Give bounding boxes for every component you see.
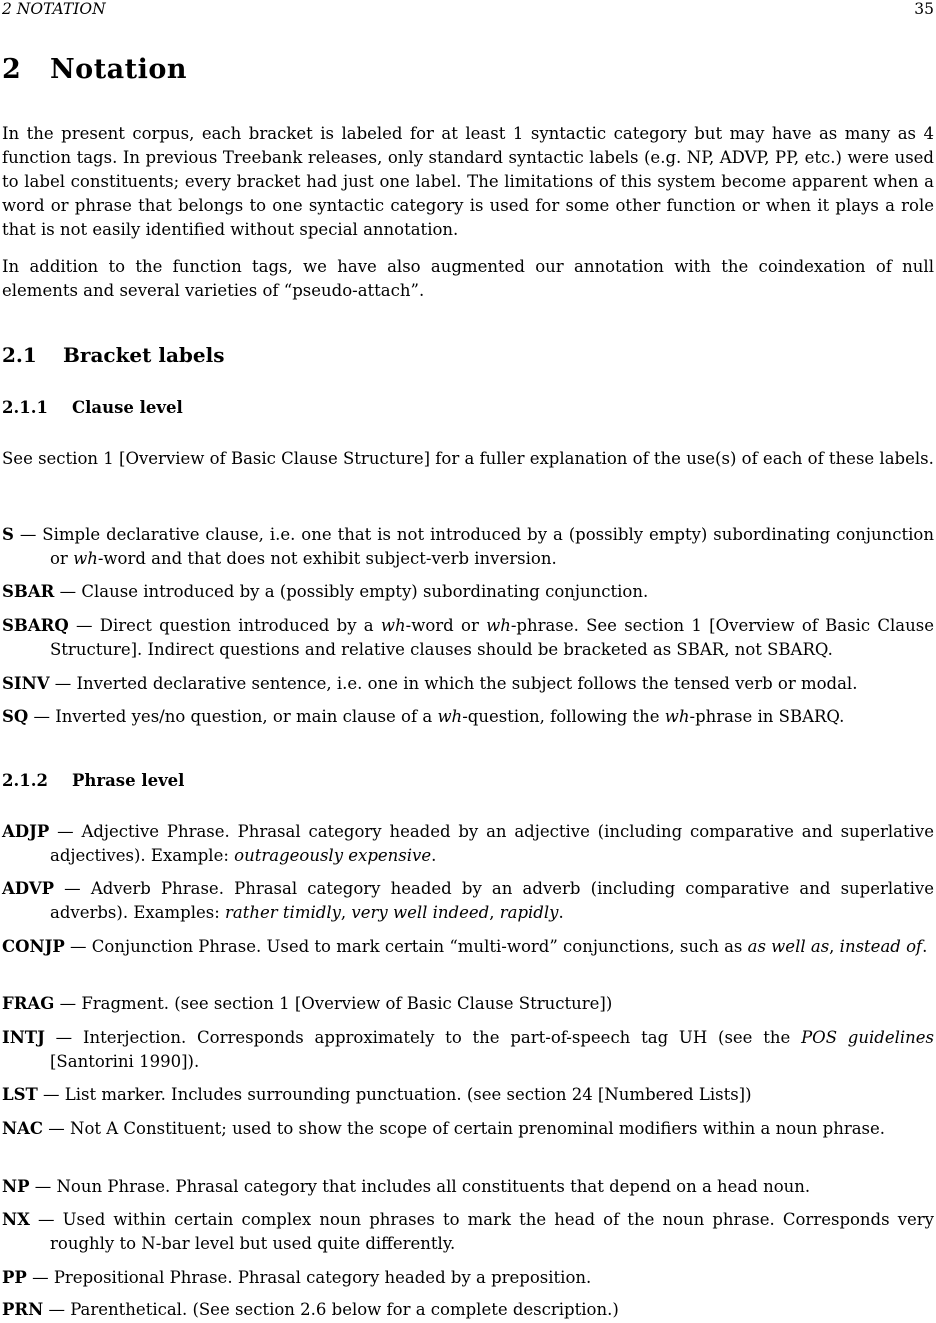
entry-example: instead of — [839, 937, 923, 956]
entry-prn — [2, 1298, 934, 1322]
entry-text: — Simple declarative clause, i.e. one that is not introduced by a (possibly empty) subordinating conjunction or — [13, 525, 934, 568]
entry-text: — Interjection. Corresponds approximately to the part-of-speech tag UH (see the — [44, 1028, 802, 1047]
entry-text: — Inverted declarative sentence, i.e. one in which the subject follows the tensed verb or modal. — [49, 674, 858, 693]
entry-text: . — [431, 846, 437, 865]
entry-italic: wh — [380, 616, 406, 635]
entry-np — [2, 1175, 934, 1199]
subsection-number: 2.1.2 — [2, 771, 48, 790]
entry-text: -phrase in SBARQ. — [689, 707, 845, 726]
entry-text: — Inverted yes/no question, or main clause of a — [28, 707, 438, 726]
entry-s — [2, 523, 934, 571]
entry-term: ADJP — [2, 822, 50, 841]
entry-text: [Santorini 1990]). — [50, 1052, 200, 1071]
entry-text: , — [340, 903, 352, 922]
entry-text: -phrase. See section 1 [Overview of Basic Clause Structure]. Indirect questions and relative clauses should be bracketed as SBAR, not SBARQ. — [50, 616, 935, 659]
clause-intro-paragraph: See section 1 [Overview of Basic Clause Structure] for a fuller explanation of the use(s) of each of these labels. — [2, 449, 934, 468]
entry-text: — Fragment. (see section 1 [Overview of Basic Clause Structure]) — [54, 994, 613, 1013]
entry-term: PP — [2, 1268, 27, 1287]
entry-term: SBAR — [2, 582, 55, 601]
entry-italic: wh — [73, 549, 98, 568]
entry-text: -question, following the — [462, 707, 665, 726]
entry-sq — [2, 705, 934, 729]
entry-example: as well as — [747, 937, 830, 956]
subsection-title: Phrase level — [72, 771, 185, 790]
entry-text: — Direct question introduced by a — [68, 616, 381, 635]
section-heading — [2, 343, 224, 367]
entry-text: . — [558, 903, 564, 922]
entry-nac — [2, 1117, 934, 1141]
entry-italic: wh — [437, 707, 463, 726]
entry-italic: wh — [664, 707, 690, 726]
section-title: Bracket labels — [63, 343, 225, 367]
entry-text: — Used within certain complex noun phrases to mark the head of the noun phrase. Corresponds very roughly to N-bar level but used quite differently. — [29, 1210, 934, 1253]
entry-term: CONJP — [2, 937, 65, 956]
entry-sbar — [2, 580, 934, 604]
entry-text: — Not A Constituent; used to show the scope of certain prenominal modifiers within a noun phrase. — [43, 1119, 886, 1138]
entry-text: — Adjective Phrase. Phrasal category headed by an adjective (including comparative and superlative adjectives). Example: — [49, 822, 934, 865]
entry-text: — Parenthetical. (See section 2.6 below for a complete description.) — [43, 1300, 619, 1319]
subsection-title: Clause level — [72, 398, 183, 417]
entry-text: , — [829, 937, 840, 956]
subsection-heading-clause — [2, 396, 183, 420]
entry-intj — [2, 1026, 934, 1074]
entry-example: rather timidly — [225, 903, 341, 922]
entry-text: — Clause introduced by a (possibly empty) subordinating conjunction. — [54, 582, 649, 601]
entry-term: SINV — [2, 674, 50, 693]
entry-text: — Prepositional Phrase. Phrasal category headed by a preposition. — [26, 1268, 592, 1287]
entry-text: -word and that does not exhibit subject-verb inversion. — [97, 549, 557, 568]
entry-term: LST — [2, 1085, 38, 1104]
page-number: 35 — [914, 0, 934, 18]
subsection-number: 2.1.1 — [2, 398, 48, 417]
entry-conjp — [2, 935, 934, 959]
entry-term: NAC — [2, 1119, 44, 1138]
intro-paragraph-2: In addition to the function tags, we have also augmented our annotation with the coindexation of null elements and several varieties of “pseudo-attach”. — [2, 257, 934, 300]
entry-text: . — [922, 937, 928, 956]
entry-text: -word or — [405, 616, 487, 635]
entry-term: INTJ — [2, 1028, 45, 1047]
entry-example: rapidly — [499, 903, 559, 922]
chapter-heading — [2, 54, 188, 85]
entry-example: POS guidelines — [801, 1028, 934, 1047]
entry-text: — List marker. Includes surrounding punctuation. (see section 24 [Numbered Lists]) — [37, 1085, 752, 1104]
entry-advp — [2, 877, 934, 925]
entry-nx — [2, 1208, 934, 1256]
entry-term: S — [2, 525, 14, 544]
intro-paragraph-1: In the present corpus, each bracket is labeled for at least 1 syntactic category but may have as many as 4 function tags. In previous Treebank releases, only standard syntactic labels (e.g. NP, ADVP, PP, etc.) were used to label constituents; every bracket had just one label. The limitations of this system become apparent when a word or phrase that belongs to one syntactic category is used for some other function or when it plays a role that is not easily identified without special annotation. — [2, 124, 934, 239]
entry-term: FRAG — [2, 994, 55, 1013]
entry-lst — [2, 1083, 934, 1107]
section-number: 2.1 — [2, 343, 37, 367]
chapter-number: 2 — [2, 54, 22, 85]
entry-example: outrageously expensive — [234, 846, 432, 865]
entry-term: SBARQ — [2, 616, 69, 635]
entry-term: SQ — [2, 707, 29, 726]
running-header — [2, 0, 934, 19]
entry-term: NP — [2, 1177, 30, 1196]
entry-frag — [2, 992, 934, 1016]
running-header-section: 2 NOTATION — [2, 0, 106, 18]
entry-term: ADVP — [2, 879, 55, 898]
entry-term: PRN — [2, 1300, 44, 1319]
entry-text: , — [489, 903, 500, 922]
entry-sinv — [2, 672, 934, 696]
entry-term: NX — [2, 1210, 30, 1229]
entry-example: very well indeed — [351, 903, 490, 922]
entry-pp — [2, 1266, 934, 1290]
entry-sbarq — [2, 614, 934, 662]
subsection-heading-phrase — [2, 769, 184, 793]
entry-text: — Adverb Phrase. Phrasal category headed by an adverb (including comparative and superlative adverbs). Examples: — [50, 879, 934, 922]
entry-text: — Conjunction Phrase. Used to mark certain “multi-word” conjunctions, such as — [64, 937, 748, 956]
entry-text: — Noun Phrase. Phrasal category that includes all constituents that depend on a head noun. — [29, 1177, 811, 1196]
entry-italic: wh — [486, 616, 511, 635]
entry-adjp — [2, 820, 934, 868]
chapter-title: Notation — [50, 54, 188, 85]
